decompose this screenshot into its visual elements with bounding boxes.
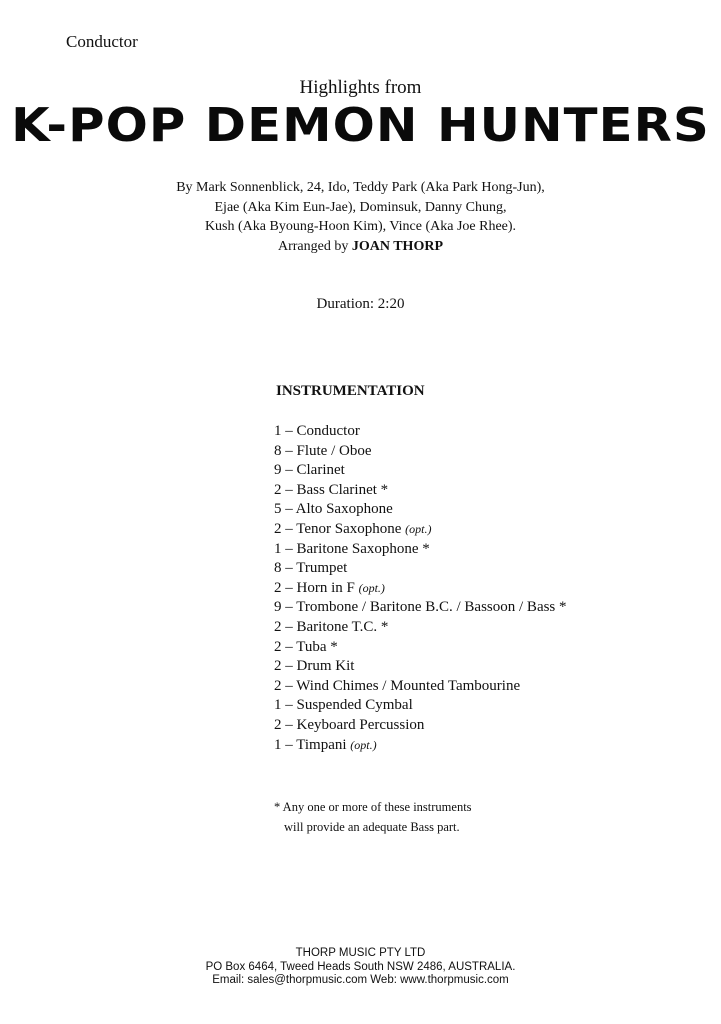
instrument-item [274,638,567,658]
instrument-text: 1 – Baritone Saxophone * [274,540,430,557]
instrument-item [274,540,567,560]
instrument-item [274,422,567,442]
instrument-text: 1 – Suspended Cymbal [274,697,413,714]
publisher-footer [0,947,721,988]
credits-block [0,178,721,256]
publisher-name: THORP MUSIC PTY LTD [295,947,426,959]
part-label: Conductor [66,32,138,51]
credits-line-3: Kush (Aka Byoung-Hoon Kim), Vince (Aka Joe Rhee). [204,219,517,234]
instrument-text: 2 – Baritone T.C. * [274,618,389,635]
instrument-item [274,579,567,599]
instrument-text: 5 – Alto Saxophone [274,501,393,518]
instrument-text: 8 – Flute / Oboe [274,442,372,459]
arranged-by-prefix: Arranged by [277,238,349,254]
instrument-text: 2 – Keyboard Percussion [274,716,425,733]
credits-line-2: Ejae (Aka Kim Eun-Jae), Dominsuk, Danny Chung, [214,199,507,215]
instrument-text: 9 – Clarinet [274,462,345,479]
footnote-line-2: will provide an adequate Bass part. [284,820,460,834]
optional-note: (opt.) [350,737,377,752]
optional-note: (opt.) [405,521,432,536]
instrument-text: 2 – Wind Chimes / Mounted Tambourine [274,677,521,694]
footnote [274,797,472,837]
instrument-text: 1 – Conductor [274,423,360,439]
page-title: K-POP DEMON HUNTERS [11,98,710,152]
publisher-address: PO Box 6464, Tweed Heads South NSW 2486, AUSTRALIA. [205,960,516,973]
instrumentation-list [274,422,567,755]
publisher-contact: Email: sales@thorpmusic.com Web: www.thorpmusic.com [212,974,509,986]
subtitle: Highlights from [299,77,422,98]
instrument-item [274,736,567,756]
instrument-text: 1 – Timpani [274,736,347,753]
instrument-text: 2 – Tuba * [274,638,338,655]
instrumentation-heading: INSTRUMENTATION [276,383,425,399]
instrument-item [274,481,567,501]
instrument-text: 9 – Trombone / Baritone B.C. / Bassoon / Bass * [274,599,567,616]
instrument-text: 2 – Tenor Saxophone [274,520,402,537]
instrument-item [274,696,567,716]
instrument-text: 2 – Bass Clarinet * [274,481,389,498]
duration: Duration: 2:20 [316,296,405,312]
instrument-item [274,442,567,462]
instrument-text: 2 – Drum Kit [274,658,355,675]
instrument-item [274,716,567,736]
instrument-item [274,500,567,520]
arranger-name: JOAN THORP [351,238,443,254]
optional-note: (opt.) [358,580,385,595]
instrument-item [274,559,567,579]
credits-line-1: By Mark Sonnenblick, 24, Ido, Teddy Park (Aka Park Hong-Jun), [176,180,545,195]
instrument-item [274,461,567,481]
instrument-item [274,598,567,618]
instrument-item [274,677,567,697]
arranged-by-line [0,237,721,257]
footnote-line-1: * Any one or more of these instruments [274,800,472,814]
instrument-text: 2 – Horn in F [274,579,355,596]
instrument-item [274,618,567,638]
instrument-item [274,520,567,540]
instrument-item [274,657,567,677]
instrument-text: 8 – Trumpet [274,560,348,577]
